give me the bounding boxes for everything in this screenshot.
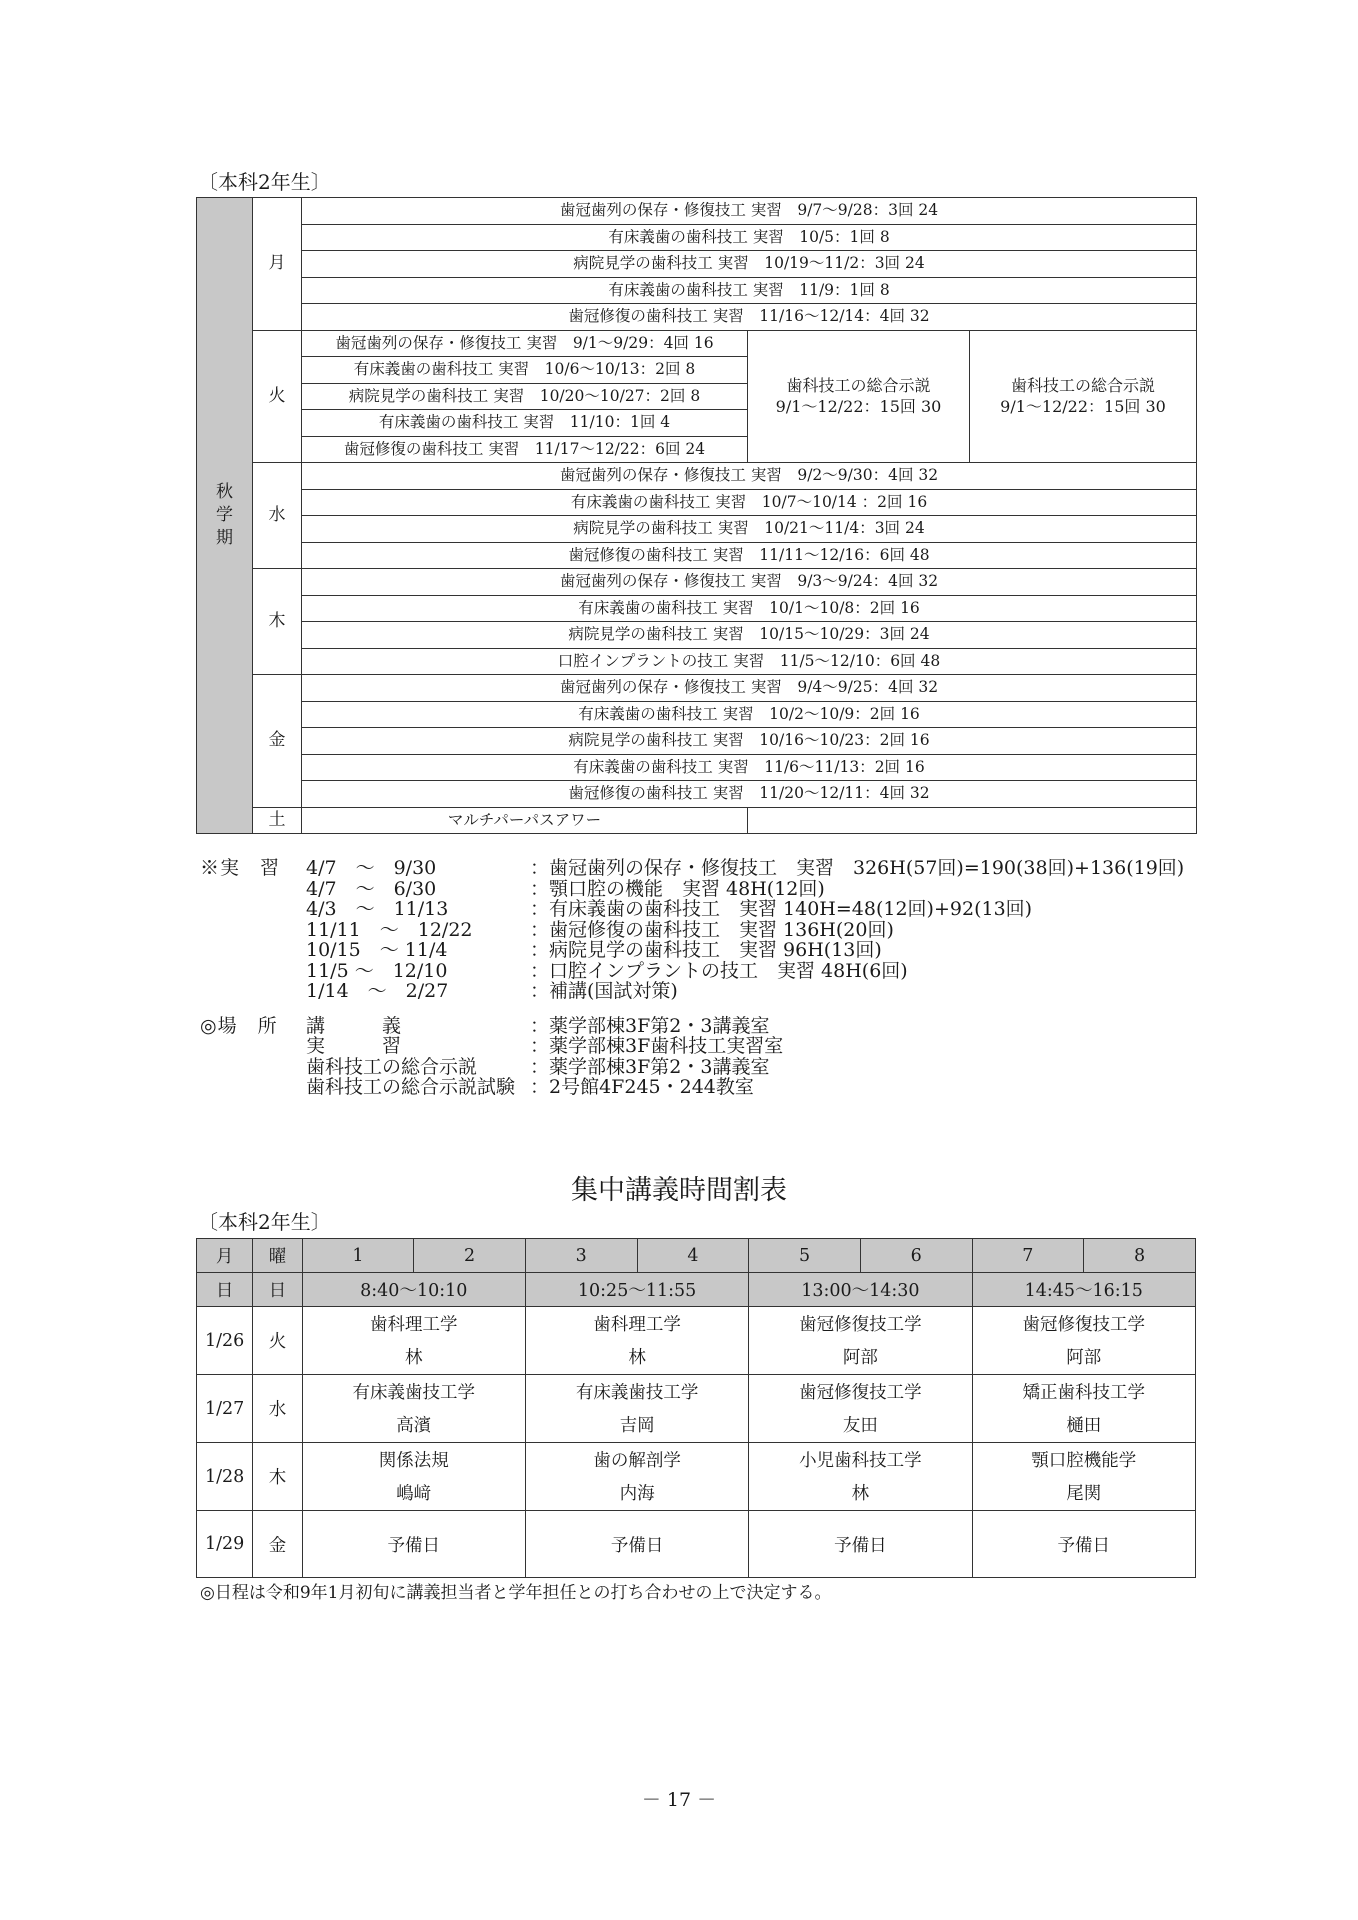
day-tue: 火 (253, 330, 302, 463)
summary-cell (748, 330, 970, 463)
day-wed: 水 (253, 463, 302, 569)
subject: 歯科理工学 (593, 1314, 681, 1335)
subject: 有床義歯技工学 (352, 1382, 476, 1403)
period: 4/7 〜 6/30 (306, 877, 437, 900)
practice-row (200, 961, 1184, 982)
schedule-entry: 歯冠修復の歯科技工 実習 11/11〜12/16：6回 48 (302, 542, 1197, 569)
schedule-entry: 病院見学の歯科技工 実習 10/16〜10/23：2回 16 (302, 728, 1197, 755)
day-thu: 木 (253, 569, 302, 675)
class-cell (749, 1307, 972, 1375)
practice-row (200, 940, 1184, 961)
period-header: 5 (749, 1239, 861, 1273)
place-row (200, 1016, 1184, 1037)
teacher: 吉岡 (619, 1415, 655, 1436)
class-cell (525, 1307, 748, 1375)
practice-row (200, 858, 1184, 879)
footnote: ◎日程は令和9年1月初旬に講義担当者と学年担任との打ち合わせの上で決定する。 (200, 1583, 832, 1603)
schedule-entry: 病院見学の歯科技工 実習 10/15〜10/29：3回 24 (302, 622, 1197, 649)
practice-row (200, 879, 1184, 900)
time-header: 14:45〜16:15 (972, 1273, 1195, 1307)
place-item: 講 義 (306, 1014, 402, 1037)
place-item: 歯科技工の総合示説 (306, 1055, 478, 1078)
class-cell (525, 1375, 748, 1443)
summary-title: 歯科技工の総合示説 (786, 375, 931, 395)
period-header: 8 (1084, 1239, 1196, 1273)
class-cell (302, 1443, 525, 1511)
class-cell (749, 1375, 972, 1443)
description: ：病院見学の歯科技工 実習 96H(13回) (530, 939, 882, 961)
description: ：補講(国試対策) (530, 980, 678, 1002)
schedule-entry: 歯冠修復の歯科技工 実習 11/20〜12/11：4回 32 (302, 781, 1197, 808)
summary-title: 歯科技工の総合示説 (1011, 375, 1156, 395)
day-fri: 金 (253, 675, 302, 808)
place-label: ◎場 所 (200, 1014, 278, 1037)
row-date: 1/27 (197, 1375, 253, 1443)
schedule-entry: 歯冠修復の歯科技工 実習 11/16〜12/14：4回 32 (302, 304, 1197, 331)
subject: 小児歯科技工学 (799, 1450, 922, 1471)
summary-cell (970, 330, 1197, 463)
intensive-schedule-table (196, 1238, 1196, 1578)
schedule-entry: 有床義歯の歯科技工 実習 10/6〜10/13：2回 8 (302, 357, 748, 384)
reserve-day-cell: 予備日 (302, 1511, 525, 1578)
intensive-title: 集中講義時間割表 (571, 1175, 787, 1206)
header-day-2: 日 (253, 1273, 302, 1307)
summary-period: 9/1〜12/22：15回 30 (775, 397, 942, 417)
schedule-entry: 有床義歯の歯科技工 実習 11/10：1回 4 (302, 410, 748, 437)
class-cell (972, 1443, 1195, 1511)
autumn-schedule-table (196, 197, 1197, 834)
teacher: 友田 (842, 1415, 878, 1436)
practice-label: ※実 習 (200, 857, 281, 879)
subject: 歯科理工学 (370, 1314, 458, 1335)
period-header: 4 (637, 1239, 749, 1273)
place-location: ：薬学部棟3F歯科技工実習室 (530, 1035, 784, 1057)
teacher: 尾関 (1066, 1483, 1102, 1504)
place-item: 歯科技工の総合示説試験 (306, 1076, 516, 1098)
row-date: 1/28 (197, 1443, 253, 1511)
place-location: ：薬学部棟3F第2・3講義室 (530, 1055, 770, 1078)
row-dow: 火 (253, 1307, 302, 1375)
subject: 歯冠修復技工学 (1022, 1314, 1146, 1335)
time-header: 13:00〜14:30 (749, 1273, 972, 1307)
class-cell (525, 1443, 748, 1511)
schedule-entry: 歯冠歯列の保存・修復技工 実習 9/7〜9/28：3回 24 (302, 198, 1197, 225)
teacher: 林 (405, 1347, 423, 1368)
empty-cell (748, 807, 1197, 834)
class-cell (302, 1307, 525, 1375)
period: 1/14 〜 2/27 (306, 980, 449, 1002)
period-header: 3 (525, 1239, 637, 1273)
subject: 顎口腔機能学 (1031, 1450, 1137, 1471)
subject: 有床義歯技工学 (575, 1382, 699, 1403)
row-dow: 水 (253, 1375, 302, 1443)
description: ：口腔インプラントの技工 実習 48H(6回) (530, 959, 908, 982)
teacher: 樋田 (1066, 1415, 1102, 1436)
teacher: 林 (851, 1483, 870, 1504)
notes-block (200, 858, 1184, 1098)
section-label: 〔本科2年生〕 (198, 170, 331, 194)
subject: 矯正歯科技工学 (1022, 1382, 1146, 1403)
period-header: 6 (860, 1239, 972, 1273)
header-day: 日 (197, 1273, 253, 1307)
summary-period: 9/1〜12/22：15回 30 (1000, 397, 1166, 417)
day-mon: 月 (253, 198, 302, 331)
place-row (200, 1077, 1184, 1098)
period: 4/7 〜 9/30 (306, 857, 437, 879)
teacher: 林 (628, 1347, 646, 1368)
description: ：歯冠修復の歯科技工 実習 136H(20回) (530, 918, 894, 941)
teacher: 内海 (619, 1483, 655, 1504)
page-number: － 17 － (641, 1789, 717, 1811)
period-header: 2 (414, 1239, 526, 1273)
place-row (200, 1036, 1184, 1057)
schedule-entry: 歯冠歯列の保存・修復技工 実習 9/1〜9/29：4回 16 (302, 330, 748, 357)
description: ：顎口腔の機能 実習 48H(12回) (530, 877, 825, 900)
period: 11/11 〜 12/22 (306, 918, 473, 941)
teacher: 嶋﨑 (396, 1483, 432, 1504)
class-cell (972, 1307, 1195, 1375)
schedule-entry: 有床義歯の歯科技工 実習 11/6〜11/13：2回 16 (302, 754, 1197, 781)
reserve-day-cell: 予備日 (525, 1511, 748, 1578)
schedule-entry: 有床義歯の歯科技工 実習 10/7〜10/14 ：2回 16 (302, 489, 1197, 516)
schedule-entry: 有床義歯の歯科技工 実習 11/9：1回 8 (302, 277, 1197, 304)
practice-row (200, 899, 1184, 920)
row-dow: 金 (253, 1511, 302, 1578)
teacher: 高濱 (396, 1415, 432, 1436)
schedule-entry: 歯冠歯列の保存・修復技工 実習 9/2〜9/30：4回 32 (302, 463, 1197, 490)
schedule-entry: 歯冠修復の歯科技工 実習 11/17〜12/22：6回 24 (302, 436, 748, 463)
period-header: 1 (302, 1239, 414, 1273)
reserve-day-cell: 予備日 (749, 1511, 972, 1578)
schedule-entry: 有床義歯の歯科技工 実習 10/2〜10/9：2回 16 (302, 701, 1197, 728)
period: 11/5 〜 12/10 (306, 959, 448, 982)
description: ：有床義歯の歯科技工 実習 140H=48(12回)+92(13回) (530, 898, 1033, 920)
schedule-entry: 病院見学の歯科技工 実習 10/19〜11/2：3回 24 (302, 251, 1197, 278)
subject: 歯冠修復技工学 (799, 1382, 922, 1403)
subject: 歯冠修復技工学 (799, 1314, 922, 1335)
description: ：歯冠歯列の保存・修復技工 実習 326H(57回)=190(38回)+136(19回) (530, 857, 1185, 879)
section-label-2: 〔本科2年生〕 (198, 1210, 331, 1234)
class-cell (749, 1443, 972, 1511)
reserve-day-cell: 予備日 (972, 1511, 1195, 1578)
teacher: 阿部 (842, 1347, 878, 1368)
class-cell (972, 1375, 1195, 1443)
time-header: 10:25〜11:55 (525, 1273, 748, 1307)
row-date: 1/26 (197, 1307, 253, 1375)
schedule-entry: 有床義歯の歯科技工 実習 10/5：1回 8 (302, 224, 1197, 251)
row-date: 1/29 (197, 1511, 253, 1578)
schedule-entry: 病院見学の歯科技工 実習 10/21〜11/4：3回 24 (302, 516, 1197, 543)
place-item: 実 習 (306, 1035, 402, 1057)
subject: 歯の解剖学 (593, 1450, 681, 1471)
header-dow: 曜 (253, 1239, 302, 1273)
day-sat: 土 (253, 807, 302, 834)
schedule-entry: 歯冠歯列の保存・修復技工 実習 9/3〜9/24：4回 32 (302, 569, 1197, 596)
subject: 関係法規 (378, 1450, 449, 1471)
schedule-entry: 口腔インプラントの技工 実習 11/5〜12/10：6回 48 (302, 648, 1197, 675)
time-header: 8:40〜10:10 (302, 1273, 525, 1307)
period: 4/3 〜 11/13 (306, 898, 449, 920)
period-header: 7 (972, 1239, 1084, 1273)
schedule-entry: 病院見学の歯科技工 実習 10/20〜10/27：2回 8 (302, 383, 748, 410)
period: 10/15 〜 11/4 (306, 939, 448, 961)
header-month: 月 (197, 1239, 253, 1273)
teacher: 阿部 (1066, 1347, 1102, 1368)
term-label: 秋学期 (197, 198, 253, 834)
row-dow: 木 (253, 1443, 302, 1511)
practice-row (200, 981, 1184, 1002)
schedule-entry: マルチパーパスアワー (302, 807, 748, 834)
place-location: ：2号館4F245・244教室 (530, 1076, 754, 1098)
practice-row (200, 920, 1184, 941)
place-row (200, 1057, 1184, 1078)
schedule-entry: 有床義歯の歯科技工 実習 10/1〜10/8：2回 16 (302, 595, 1197, 622)
class-cell (302, 1375, 525, 1443)
schedule-entry: 歯冠歯列の保存・修復技工 実習 9/4〜9/25：4回 32 (302, 675, 1197, 702)
place-location: ：薬学部棟3F第2・3講義室 (530, 1014, 770, 1037)
